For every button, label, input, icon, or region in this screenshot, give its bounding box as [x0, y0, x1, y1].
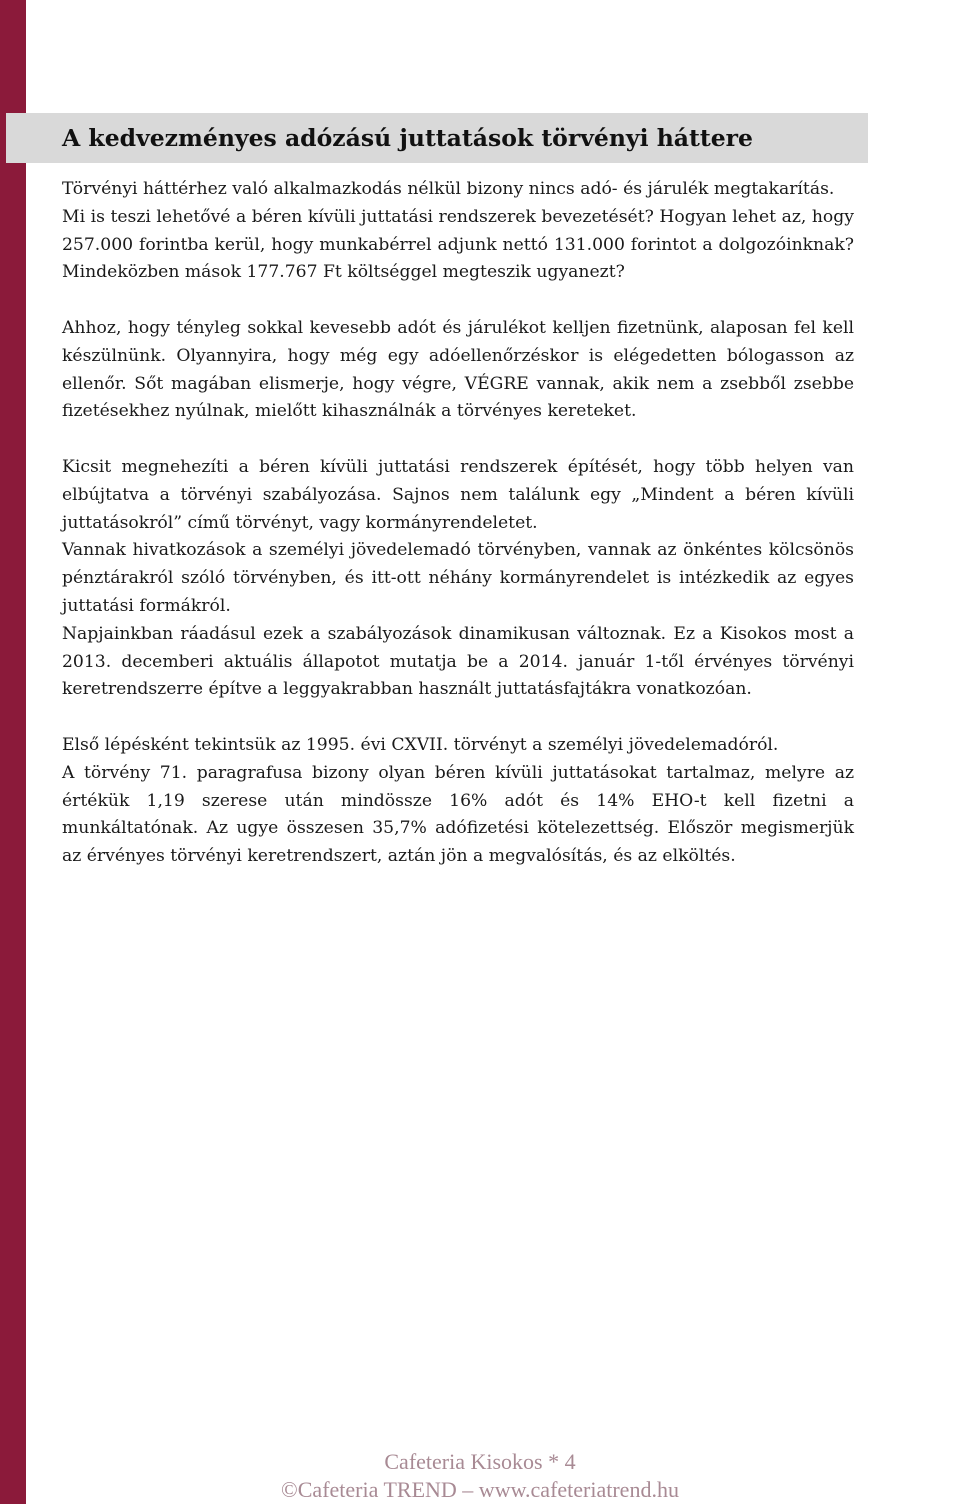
paragraph-preparation: Ahhoz, hogy tényleg sokkal kevesebb adót és járulékot kelljen fizetnünk, alaposan fel kell készülnünk. Olyannyira, hogy még egy adóellenőrzéskor is elégedetten bólogasson az ellenőr. Sőt magában elismerje, hogy végre, VÉGRE vannak, akik nem a zsebből zsebbe fizetésekhez nyúlnak, mielőtt kihasználnák a törvényes kereteket. — [62, 317, 854, 422]
paragraph-references: Vannak hivatkozások a személyi jövedelemadó törvényben, vannak az önkéntes kölcsönös pénztárakról szóló törvényben, és itt-ott néhány kormányrendelet is intézkedik az egyes juttatási formákról. — [62, 540, 854, 616]
paragraph-first-step: Első lépésként tekintsük az 1995. évi CXVII. törvényt a személyi jövedelemadóról. — [62, 734, 779, 755]
body-text — [62, 176, 854, 871]
paragraph-dynamics: Napjainkban ráadásul ezek a szabályozások dinamikusan változnak. Ez a Kisokos most a 2013. decemberi aktuális állapotot mutatja be a 2014. január 1-től érvényes törvényi keretrendszerre építve a leggyakrabban használt juttatásfajtákra vonatkozóan. — [62, 623, 854, 700]
left-accent-bar — [0, 0, 26, 1504]
paragraph-gap — [62, 426, 854, 454]
paragraph-gap — [62, 287, 854, 315]
footer-copyright: ©Cafeteria TREND – www.cafeteriatrend.hu — [281, 1477, 679, 1502]
footer-page-label: Cafeteria Kisokos * 4 — [384, 1449, 576, 1474]
page-title: A kedvezményes adózású juttatások törvényi háttere — [62, 124, 754, 152]
paragraph-gap — [62, 704, 854, 732]
paragraph-regulation: Kicsit megnehezíti a béren kívüli juttatási rendszerek építését, hogy több helyen van elbújtatva a törvényi szabályozása. Sajnos nem találunk egy „Mindent a béren kívüli juttatásokról” című törvényt, vagy kormányrendeletet. — [62, 456, 854, 533]
paragraph-question: Mi is teszi lehetővé a béren kívüli juttatási rendszerek bevezetését? Hogyan lehet az, hogy 257.000 forintba kerül, hogy munkabérrel adjunk nettó 131.000 forintot a dolgozóinknak? Mindeközben mások 177.767 Ft költséggel megteszik ugyanezt? — [62, 206, 854, 283]
paragraph-intro: Törvényi háttérhez való alkalmazkodás nélkül bizony nincs adó- és járulék megtakarítás. — [62, 179, 835, 199]
paragraph-law-71: A törvény 71. paragrafusa bizony olyan béren kívüli juttatásokat tartalmaz, melyre az értékük 1,19 szerese után mindössze 16% adót és 14% EHO-t kell fizetni a munkáltatónak. Az ugye összesen 35,7% adófizetési kötelezettség. Először megismerjük az érvényes törvényi keretrendszert, aztán jön a megvalósítás, és az elköltés. — [62, 762, 854, 867]
title-band — [6, 113, 868, 163]
